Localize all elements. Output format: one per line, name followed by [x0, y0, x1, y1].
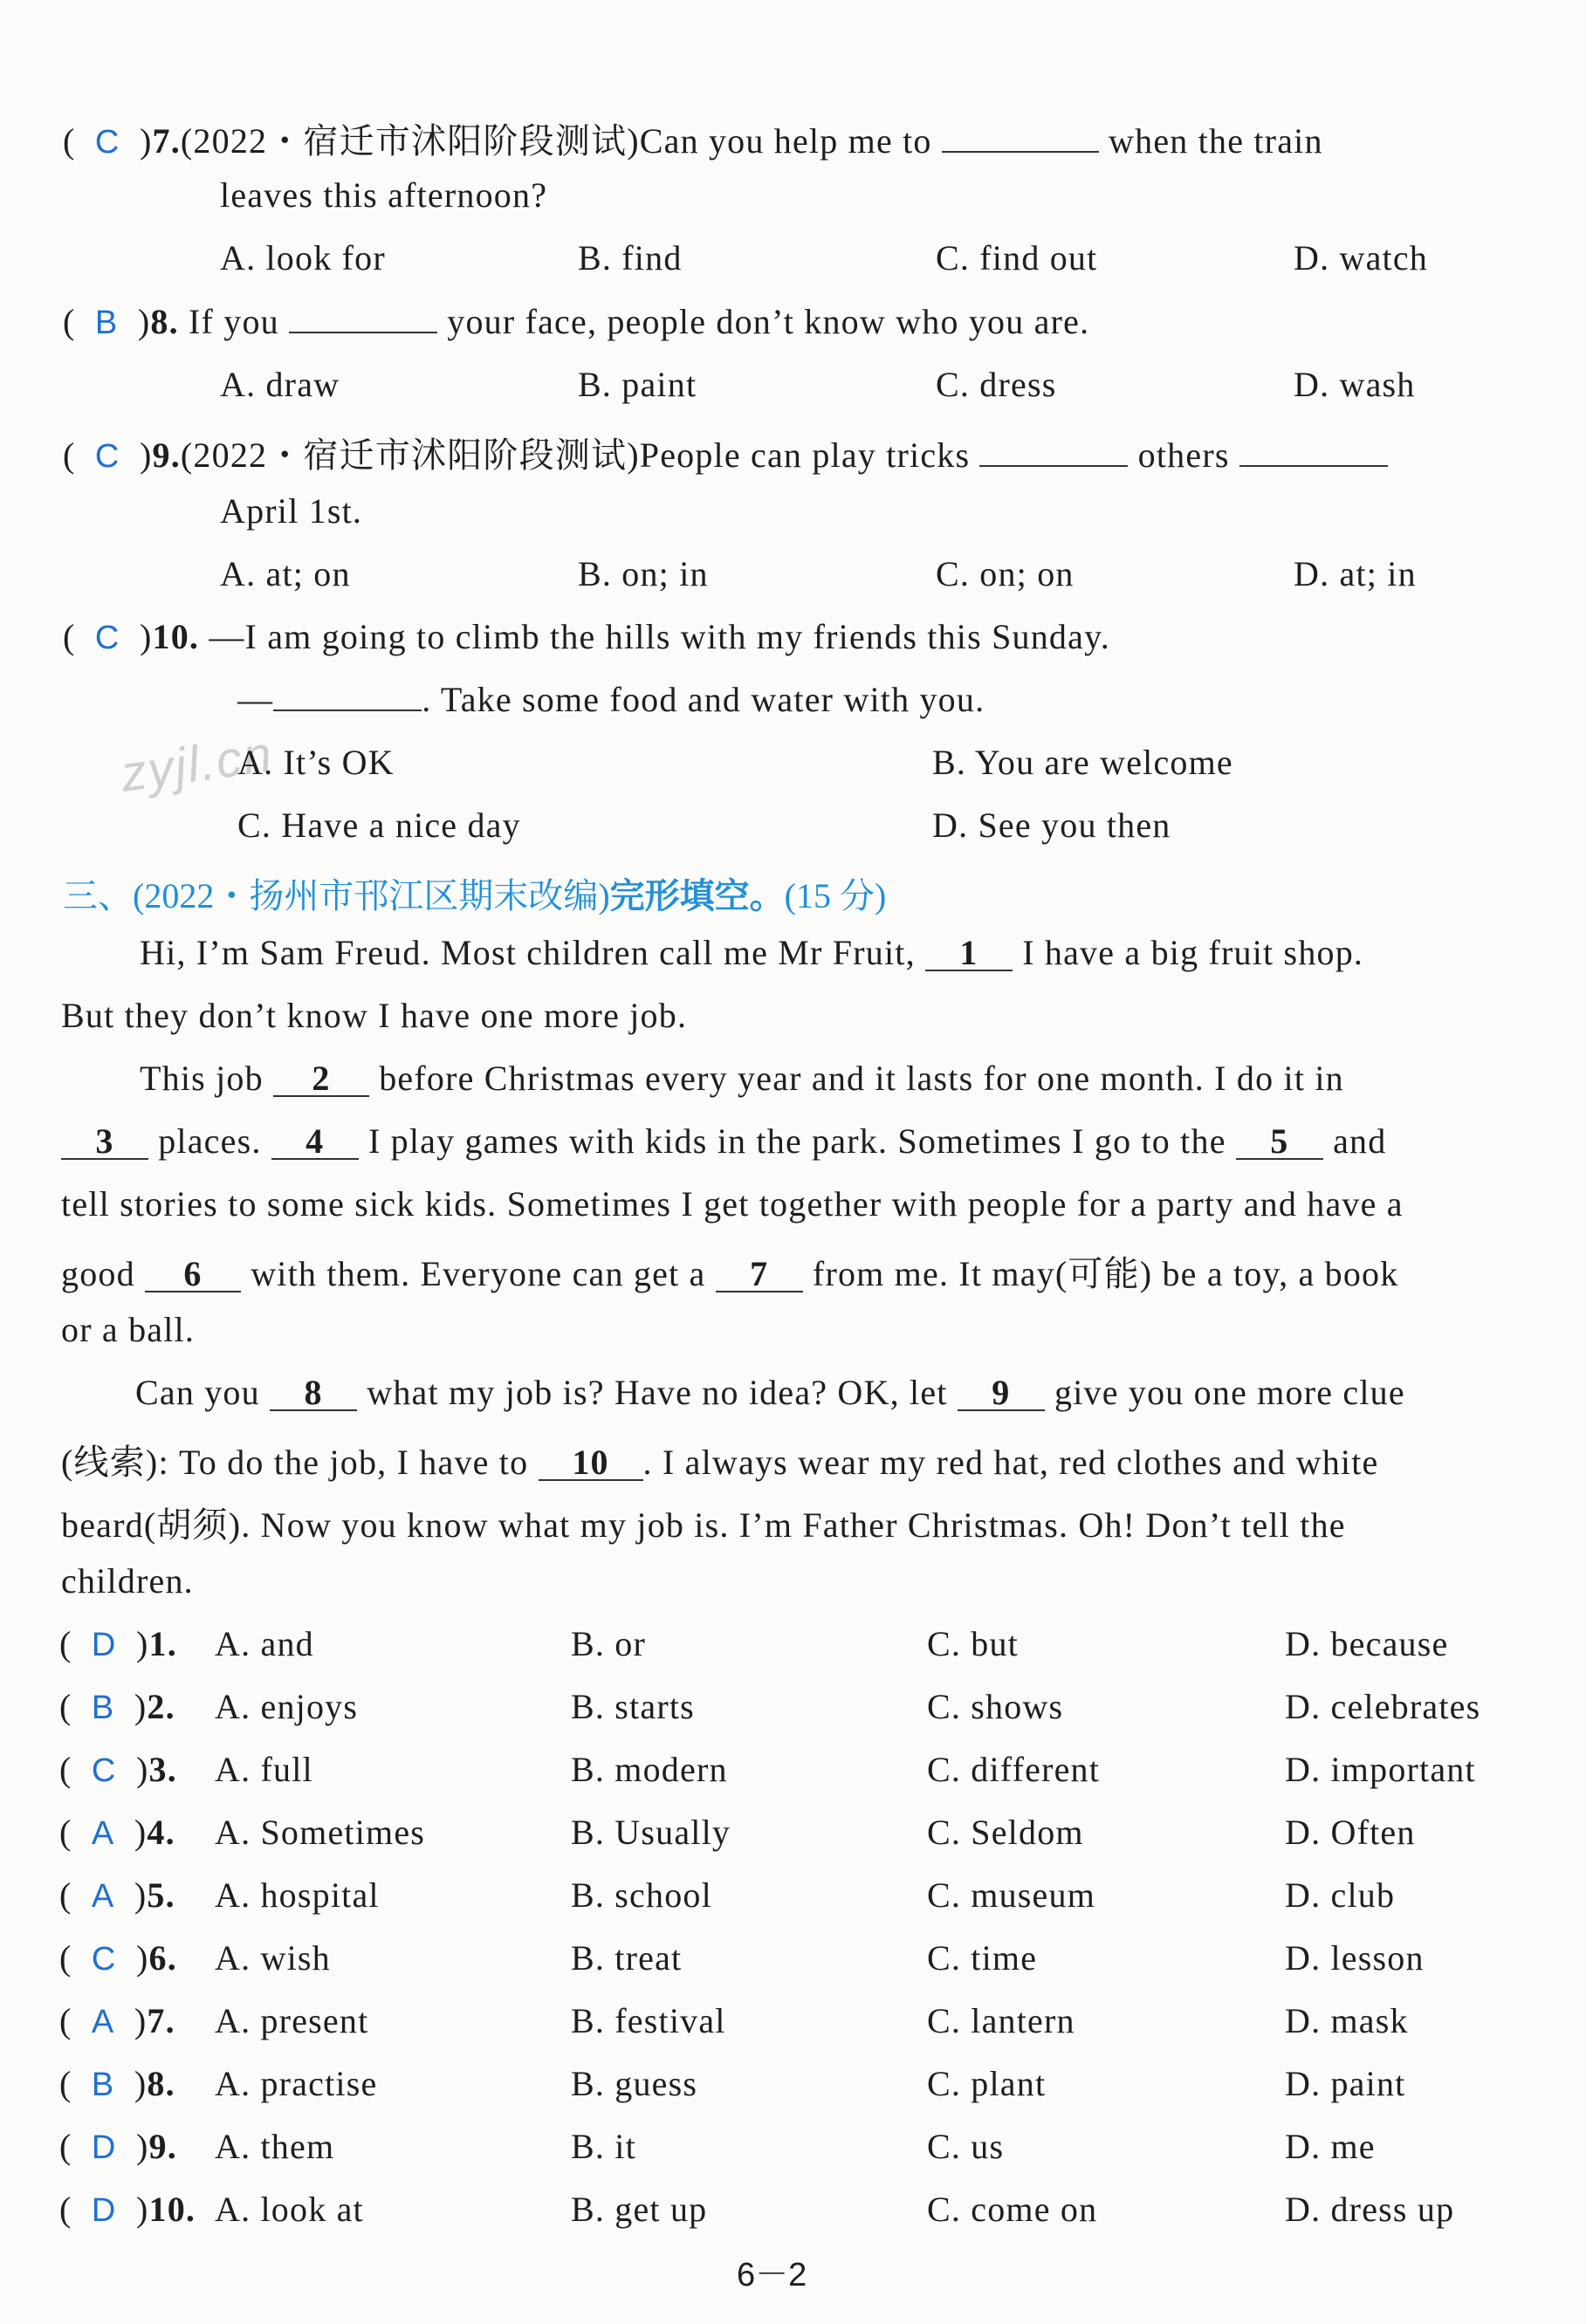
section-title: 完形填空。 [609, 876, 785, 915]
option-d: D. watch [1294, 238, 1428, 278]
option-b: B. find [578, 238, 683, 278]
passage-text: Can you [135, 1373, 260, 1412]
cloze-question: ( D )10. [59, 2190, 196, 2229]
passage-line [61, 1435, 1379, 1484]
cloze-option-d: D. mask [1285, 2001, 1409, 2040]
answer-mark: C [94, 620, 120, 656]
passage-line [140, 932, 1363, 973]
question-text-cont: your face, people don’t know who you are. [447, 302, 1090, 341]
answer-mark: C [94, 124, 120, 161]
cloze-option-d: D. lesson [1285, 1938, 1425, 1978]
answer-mark: D [91, 2192, 117, 2229]
cloze-option-c: C. museum [927, 1875, 1096, 1915]
answer-mark: B [94, 305, 119, 341]
section-heading [63, 868, 886, 918]
question-number: 2. [147, 1687, 175, 1726]
cloze-question: ( D )9. [59, 2127, 177, 2166]
passage-line: children. [61, 1561, 194, 1601]
question-9: ( C )9.(2022・宿迁市沭阳阶段测试)People can play tricks others [63, 428, 1388, 477]
cloze-question: ( B )8. [59, 2064, 175, 2103]
option-c: C. find out [936, 238, 1098, 278]
question-source: (2022・宿迁市沭阳阶段测试) [180, 435, 640, 475]
answer-blank [979, 435, 1128, 467]
cloze-option-b: B. guess [571, 2064, 698, 2103]
passage-text: with them. Everyone can get a [251, 1254, 706, 1293]
question-number: 5. [147, 1875, 175, 1915]
dialogue-dash: — [237, 680, 274, 719]
cloze-blank: 6 [145, 1258, 241, 1292]
passage-text: I have a big fruit shop. [1022, 933, 1364, 972]
answer-mark: B [91, 2067, 115, 2103]
section-score: (15 分) [784, 876, 887, 915]
question-8: ( B )8. If you your face, people don’t know who you are. [63, 302, 1090, 341]
option-a: A. at; on [220, 554, 351, 593]
question-text-cont: others [1137, 435, 1230, 475]
answer-mark: C [91, 1941, 117, 1978]
passage-text: (线索): To do the job, I have to [61, 1443, 529, 1482]
passage-text: I play games with kids in the park. Sometimes I go to the [367, 1121, 1226, 1161]
answer-mark: A [91, 1815, 115, 1852]
question-number: 8. [150, 302, 179, 341]
question-number: 7. [152, 121, 181, 161]
cloze-option-d: D. Often [1285, 1813, 1416, 1852]
cloze-question: ( A )7. [59, 2001, 175, 2040]
option-a: A. look for [220, 238, 386, 278]
passage-line: or a ball. [61, 1310, 196, 1349]
cloze-option-a: A. Sometimes [215, 1813, 426, 1852]
answer-mark: D [91, 2129, 117, 2166]
cloze-option-c: C. come on [927, 2190, 1098, 2229]
passage-text: Hi, I’m Sam Freud. Most children call me Mr Fruit, [140, 933, 916, 972]
cloze-option-c: C. time [927, 1938, 1038, 1978]
question-text: Can you help me to [639, 121, 932, 161]
cloze-blank: 3 [61, 1125, 148, 1160]
option-d: D. at; in [1294, 554, 1417, 593]
cloze-blank: 1 [925, 936, 1013, 971]
page-number: 6－2 [737, 2257, 807, 2293]
option-c: C. Have a nice day [237, 806, 521, 845]
question-7-line2: leaves this afternoon? [220, 175, 548, 215]
passage-line [135, 1372, 1405, 1413]
cloze-blank: 8 [270, 1376, 357, 1411]
question-number: 3. [148, 1750, 177, 1789]
passage-text: from me. It may(可能) be a toy, a book [812, 1254, 1399, 1293]
cloze-option-a: A. and [215, 1624, 314, 1663]
cloze-option-b: B. treat [571, 1938, 683, 1978]
passage-text: places. [158, 1121, 262, 1161]
cloze-option-c: C. shows [927, 1687, 1064, 1726]
cloze-blank: 4 [271, 1125, 359, 1160]
cloze-option-c: C. plant [927, 2064, 1047, 2103]
question-text: —I am going to climb the hills with my friends this Sunday. [209, 617, 1110, 656]
option-b: B. You are welcome [932, 743, 1233, 782]
question-number: 1. [148, 1624, 177, 1663]
cloze-blank: 5 [1236, 1125, 1323, 1160]
cloze-blank: 10 [539, 1446, 643, 1481]
passage-text: . I always wear my red hat, red clothes and white [642, 1443, 1379, 1482]
question-number: 9. [152, 435, 181, 475]
cloze-option-c: C. but [927, 1624, 1019, 1663]
option-b: B. paint [578, 365, 697, 404]
answer-blank [1239, 435, 1388, 467]
cloze-option-d: D. me [1285, 2127, 1376, 2166]
cloze-option-d: D. because [1285, 1624, 1449, 1663]
answer-mark: A [91, 1878, 115, 1915]
cloze-question: ( A )5. [59, 1875, 175, 1915]
option-b: B. on; in [578, 554, 709, 593]
question-text: People can play tricks [639, 435, 971, 475]
answer-blank [942, 121, 1099, 153]
passage-text: what my job is? Have no idea? OK, let [367, 1373, 948, 1412]
cloze-question: ( A )4. [59, 1813, 175, 1852]
option-c: C. on; on [936, 554, 1074, 593]
question-number: 9. [148, 2127, 177, 2166]
cloze-option-c: C. us [927, 2127, 1005, 2166]
question-number: 10. [152, 617, 200, 656]
cloze-option-d: D. club [1285, 1875, 1396, 1915]
answer-mark: D [91, 1627, 117, 1663]
cloze-question: ( D )1. [59, 1624, 177, 1663]
cloze-option-d: D. celebrates [1285, 1687, 1481, 1726]
question-7: ( C )7.(2022・宿迁市沭阳阶段测试)Can you help me to when the train [63, 121, 1323, 161]
cloze-option-a: A. them [215, 2127, 335, 2166]
cloze-option-b: B. starts [571, 1687, 695, 1726]
section-prefix: 三、 [63, 876, 133, 915]
cloze-question: ( C )6. [59, 1938, 177, 1978]
question-text-cont: . Take some food and water with you. [422, 680, 985, 719]
cloze-option-a: A. practise [215, 2064, 378, 2103]
cloze-option-d: D. dress up [1285, 2190, 1455, 2229]
option-a: A. It’s OK [237, 743, 395, 782]
cloze-option-b: B. or [571, 1624, 646, 1663]
cloze-option-b: B. it [571, 2127, 636, 2166]
cloze-blank: 7 [716, 1258, 803, 1292]
question-10: ( C )10. —I am going to climb the hills with my friends this Sunday. [63, 617, 1110, 656]
cloze-option-a: A. look at [215, 2190, 364, 2229]
cloze-option-b: B. school [571, 1875, 712, 1915]
answer-mark: C [91, 1752, 117, 1789]
question-source: (2022・宿迁市沭阳阶段测试) [180, 121, 640, 161]
cloze-option-a: A. wish [215, 1938, 331, 1978]
cloze-question: ( C )3. [59, 1750, 177, 1789]
cloze-question: ( B )2. [59, 1687, 175, 1726]
passage-text: good [61, 1254, 135, 1293]
cloze-option-a: A. present [215, 2001, 369, 2040]
passage-text: before Christmas every year and it lasts for one month. I do it in [379, 1059, 1344, 1098]
question-number: 6. [148, 1938, 177, 1978]
passage-text: This job [140, 1059, 264, 1098]
option-d: D. wash [1294, 365, 1416, 404]
question-9-line2: April 1st. [220, 491, 363, 531]
cloze-blank: 9 [958, 1376, 1045, 1411]
answer-mark: B [91, 1690, 115, 1726]
cloze-option-d: D. important [1285, 1750, 1476, 1789]
answer-blank [289, 302, 437, 333]
cloze-option-b: B. modern [571, 1750, 728, 1789]
answer-mark: C [94, 438, 120, 475]
cloze-option-c: C. Seldom [927, 1813, 1084, 1852]
question-number: 10. [148, 2190, 196, 2229]
cloze-option-c: C. different [927, 1750, 1101, 1789]
option-c: C. dress [936, 365, 1057, 404]
passage-line [61, 1121, 1386, 1162]
answer-mark: A [91, 2004, 115, 2040]
watermark: zyjl.cn [117, 725, 277, 803]
passage-line [140, 1058, 1344, 1099]
cloze-blank: 2 [273, 1062, 369, 1097]
passage-line: But they don’t know I have one more job. [61, 996, 688, 1035]
passage-line: beard(胡须). Now you know what my job is. I’m Father Christmas. Oh! Don’t tell the [61, 1505, 1346, 1545]
question-text: If you [189, 302, 279, 341]
question-number: 4. [147, 1813, 175, 1852]
question-number: 7. [147, 2001, 175, 2040]
cloze-option-c: C. lantern [927, 2001, 1075, 2040]
option-a: A. draw [220, 365, 340, 404]
passage-text: and [1333, 1121, 1387, 1161]
answer-blank [273, 680, 422, 711]
passage-line: tell stories to some sick kids. Sometimes I get together with people for a party and have a [61, 1184, 1404, 1224]
cloze-option-b: B. get up [571, 2190, 708, 2229]
cloze-option-b: B. festival [571, 2001, 726, 2040]
cloze-option-a: A. enjoys [215, 1687, 359, 1726]
section-source: (2022・扬州市邗江区期末改编) [133, 876, 610, 915]
cloze-option-a: A. hospital [215, 1875, 380, 1915]
cloze-option-b: B. Usually [571, 1813, 731, 1852]
passage-text: give you one more clue [1054, 1373, 1405, 1412]
question-number: 8. [147, 2064, 175, 2103]
passage-line [61, 1246, 1398, 1296]
question-text-cont: when the train [1109, 121, 1323, 161]
question-10-line2 [237, 679, 985, 720]
cloze-option-d: D. paint [1285, 2064, 1406, 2103]
cloze-option-a: A. full [215, 1750, 313, 1789]
option-d: D. See you then [932, 806, 1171, 845]
